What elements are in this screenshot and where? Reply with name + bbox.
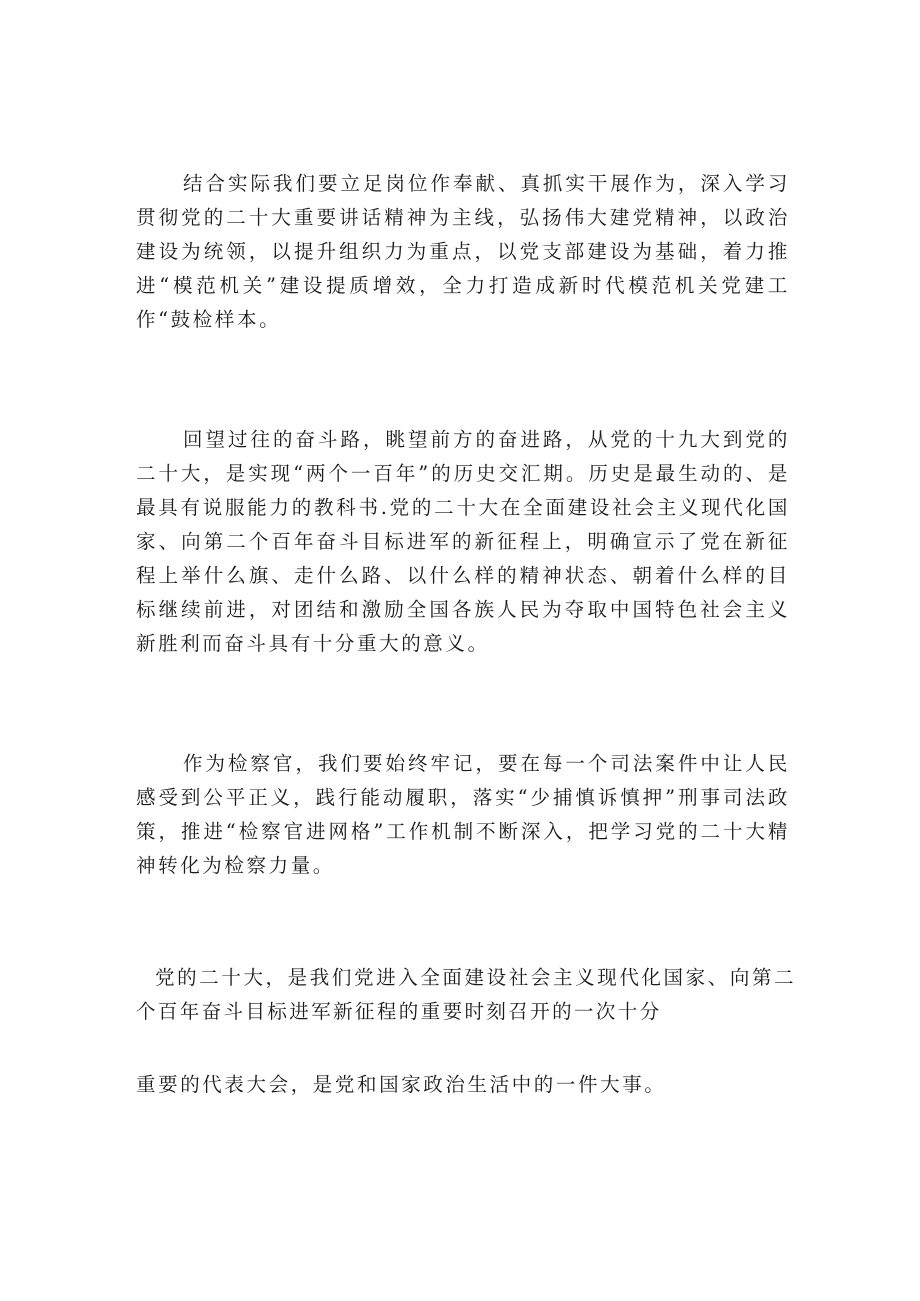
paragraph-3: 作为检察官，我们要始终牢记，要在每一个司法案件中让人民感受到公平正义，践行能动履职，落实“少捕慎诉慎押”刑事司法政策，推进“检察官进网格”工作机制不断深入，把学习党的二十大精神转化为检察力量。: [136, 752, 790, 877]
paragraph-4-continuation: 重要的代表大会，是党和国家政治生活中的一件大事。: [136, 1073, 667, 1096]
paragraph-2: 回望过往的奋斗路，眺望前方的奋进路，从党的十九大到党的二十大，是实现“两个一百年”的历史交汇期。历史是最生动的、是最具有说服能力的教科书.党的二十大在全面建设社会主义现代化国家、向第二个百年奋斗目标进军的新征程上，明确宣示了党在新征程上举什么旗、走什么路、以什么样的精神状态、朝着什么样的目标继续前进，对团结和激励全国各族人民为夺取中国特色社会主义新胜利而奋斗具有十分重大的意义。: [136, 428, 790, 655]
paragraph-1: 结合实际我们要立足岗位作奉献、真抓实干展作为，深入学习贯彻党的二十大重要讲话精神为主线，弘扬伟大建党精神，以政治建设为统领，以提升组织力为重点，以党支部建设为基础，着力推进“模范机关”建设提质增效，全力打造成新时代模范机关党建工作“鼓检样本。: [136, 172, 790, 331]
paragraph-4: 党的二十大，是我们党进入全面建设社会主义现代化国家、向第二个百年奋斗目标进军新征程的重要时刻召开的一次十分: [136, 966, 796, 1023]
